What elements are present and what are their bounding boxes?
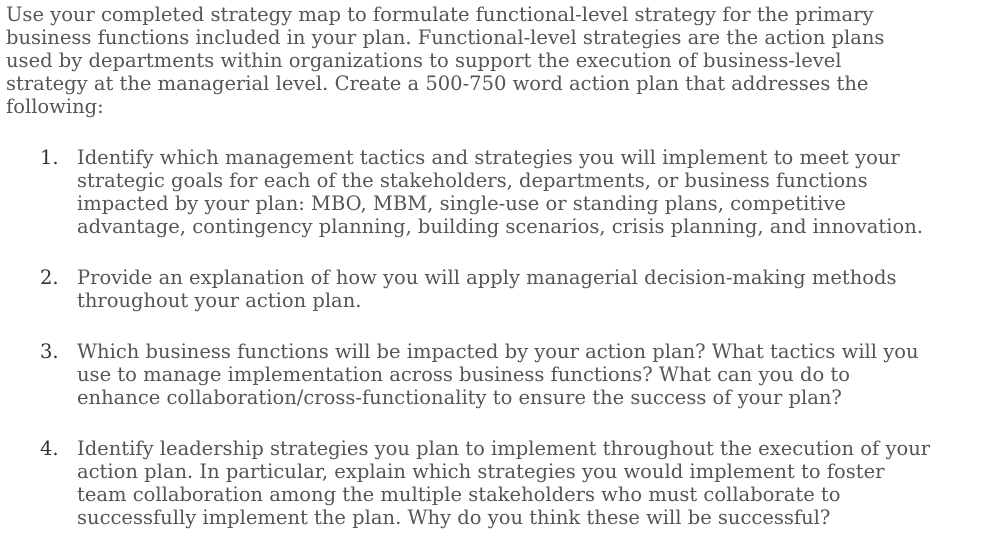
list-item-text: Which business functions will be impacted by your action plan? What tactics will you use to manage implementation across business functions? What can you do to enhance collaboration/cross-functionality to ensure the success of your plan? <box>77 340 919 409</box>
list-item-text: Provide an explanation of how you will apply managerial decision-making methods throughout your action plan. <box>77 266 897 312</box>
list-item-number: 4. <box>40 437 59 460</box>
list-item-text: Identify leadership strategies you plan to implement throughout the execution of your action plan. In particular, explain which strategies you would implement to foster team collaboration among the multiple stakeholders who must collaborate to successfully implement the plan. Why do you think these will be successful? <box>77 437 931 529</box>
intro-paragraph: Use your completed strategy map to formulate functional-level strategy for the primary business functions included in your plan. Functional-level strategies are the action plans used by departments within organizations to support the execution of business-level strategy at the managerial level. Create a 500-750 word action plan that addresses the following: <box>6 3 885 118</box>
list-item <box>6 437 937 529</box>
list-item-number: 3. <box>40 340 59 363</box>
list-item-number: 1. <box>40 146 59 169</box>
list-item <box>6 340 937 409</box>
list-item <box>6 266 937 312</box>
list-item-number: 2. <box>40 266 59 289</box>
list-item <box>6 146 937 238</box>
task-list <box>6 146 985 529</box>
list-item-text: Identify which management tactics and strategies you will implement to meet your strategic goals for each of the stakeholders, departments, or business functions impacted by your plan: MBO, MBM, single-use or standing plans, competitive advantage, contingency planning, building scenarios, crisis planning, and innovation. <box>77 146 923 238</box>
